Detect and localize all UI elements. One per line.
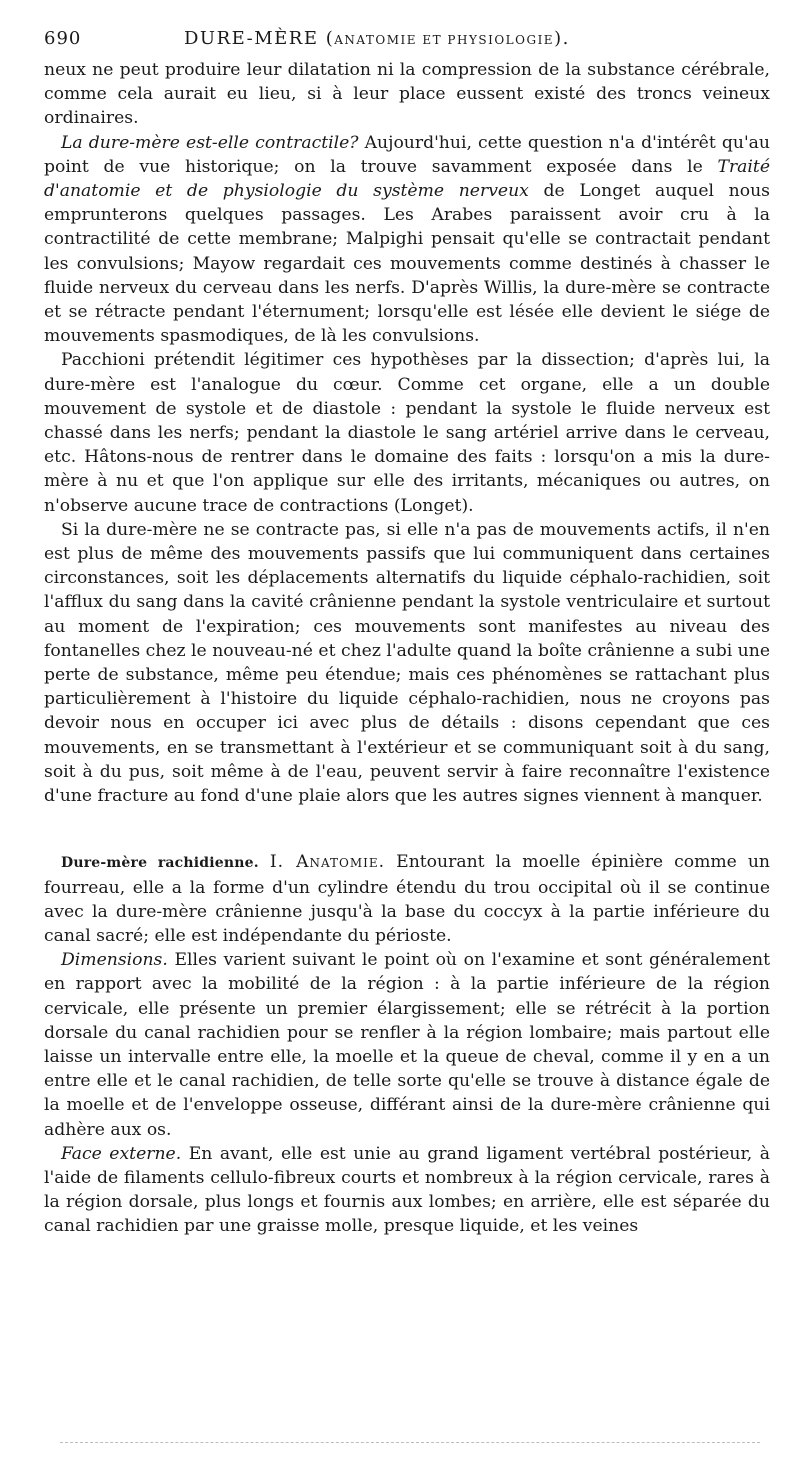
paragraph-contractility: [44, 131, 770, 349]
footer-divider: [60, 1442, 760, 1443]
paragraph-external-face: [44, 1142, 770, 1239]
running-title-subtitle: ANATOMIE ET PHYSIOLOGIE: [334, 33, 555, 47]
external-face-heading: Face externe.: [61, 1143, 182, 1164]
dimensions-heading: Dimensions.: [61, 950, 168, 971]
contractility-text-a: Aujourd'hui, cette question n'a d'intérêt qu'au point de vue historique; on la trouve savamment exposée dans le: [44, 132, 770, 177]
running-header: [44, 28, 770, 54]
paragraph-passive-movements: [44, 518, 770, 808]
spinal-dura-text: Entourant la moelle épinière comme un fourreau, elle a la forme d'un cylindre étendu du trou occipital où il se continue avec la dure-mère crânienne jusqu'à la base du coccyx à la partie inférieure du canal sacré; elle est indépendante du périoste.: [44, 852, 770, 946]
contractility-text-b: de Longet auquel nous emprunterons quelques passages. Les Arabes paraissent avoir cru à la contractilité de cette membrane; Malpighi pensait qu'elle se contractait pendant les convulsions; Mayow regardait ces mouvements comme destinés à chasser le fluide nerveux du cerveau dans les nerfs. D'après Willis, la dure-mère se contracte et se rétracte pendant l'éternument; lorsqu'elle est lésée elle devient le siége de mouvements spasmodiques, de là les convulsions.: [44, 181, 770, 347]
section-heading-spinal-dura: Dure-mère rachidienne.: [61, 855, 259, 872]
book-title-reference: Traité d'anatomie et de physiologie du système nerveux: [44, 156, 770, 202]
paragraph-dimensions: [44, 948, 770, 1142]
paragraph-continuation: [44, 58, 770, 131]
dimensions-text: Elles varient suivant le point où on l'examine et sont généralement en rapport avec la mobilité de la région : à la partie inférieure de la région cervicale, elle présente un premier élargissement; elle se rétrécit à la portion dorsale du canal rachidien pour se renfler à la région lombaire; mais partout elle laisse un intervalle entre elle, la moelle et la queue de cheval, comme il y en a un entre elle et le canal rachidien, de telle sorte qu'elle se trouve à distance égale de la moelle et de l'enveloppe osseuse, différant ainsi de la dure-mère crânienne qui adhère aux os.: [44, 950, 770, 1140]
running-title: [184, 28, 570, 49]
passive-movements-text: Si la dure-mère ne se contracte pas, si elle n'a pas de mouvements actifs, il n'en est plus de même des mouvements passifs que lui communiquent dans certaines circonstances, soit les déplacements alternatifs du liquide céphalo-rachidien, soit l'afflux du sang dans la cavité crânienne pendant la systole ventriculaire et surtout au moment de l'expiration; ces mouvements sont manifestes au niveau des fontanelles chez le nouveau-né et chez l'adulte quand la boîte crânienne a subi une perte de substance, même peu étendue; mais ces phénomènes se rattachant plus particulièrement à l'histoire du liquide céphalo-rachidien, nous ne croyons pas devoir nous en occuper ici avec plus de détails : disons cependant que ces mouvements, en se transmettant à l'extérieur et se communiquant soit à du sang, soit à du pus, soit même à de l'eau, peuvent servir à faire reconnaître l'existence d'une fracture au fond d'une plaie alors que les autres signes viennent à manquer.: [44, 519, 770, 807]
paragraph-spinal-dura: [44, 850, 770, 948]
book-page: [44, 28, 770, 1239]
external-face-text: En avant, elle est unie au grand ligament vertébral postérieur, à l'aide de filaments cellulo-fibreux courts et nombreux à la région cervicale, rares à la région dorsale, plus longs et fournis aux lombes; en arrière, elle est séparée du canal rachidien par une graisse molle, presque liquide, et les veines: [44, 1143, 770, 1237]
anatomy-subheading: I. Anatomie.: [269, 852, 386, 873]
paragraph-pacchioni: [44, 348, 770, 517]
running-title-main: DURE-MÈRE (: [184, 28, 335, 49]
contractility-heading: La dure-mère est-elle contractile?: [61, 132, 359, 153]
paragraph-continuation-text: neux ne peut produire leur dilatation ni la compression de la substance cérébrale, comme cela aurait eu lieu, si à leur place eussent existé des troncs veineux ordinaires.: [44, 60, 770, 129]
section-spacer: [44, 808, 770, 850]
running-title-end: ).: [554, 28, 570, 49]
page-number: 690: [44, 28, 82, 49]
pacchioni-text: Pacchioni prétendit légitimer ces hypothèses par la dissection; d'après lui, la dure-mère est l'analogue du cœur. Comme cet organe, elle a un double mouvement de systole et de diastole : pendant la systole le fluide nerveux est chassé dans les nerfs; pendant la diastole le sang artériel arrive dans le cerveau, etc. Hâtons-nous de rentrer dans le domaine des faits : lorsqu'on a mis la dure-mère à nu et que l'on applique sur elle des irritants, mécaniques ou autres, on n'observe aucune trace de contractions (Longet).: [44, 350, 770, 516]
